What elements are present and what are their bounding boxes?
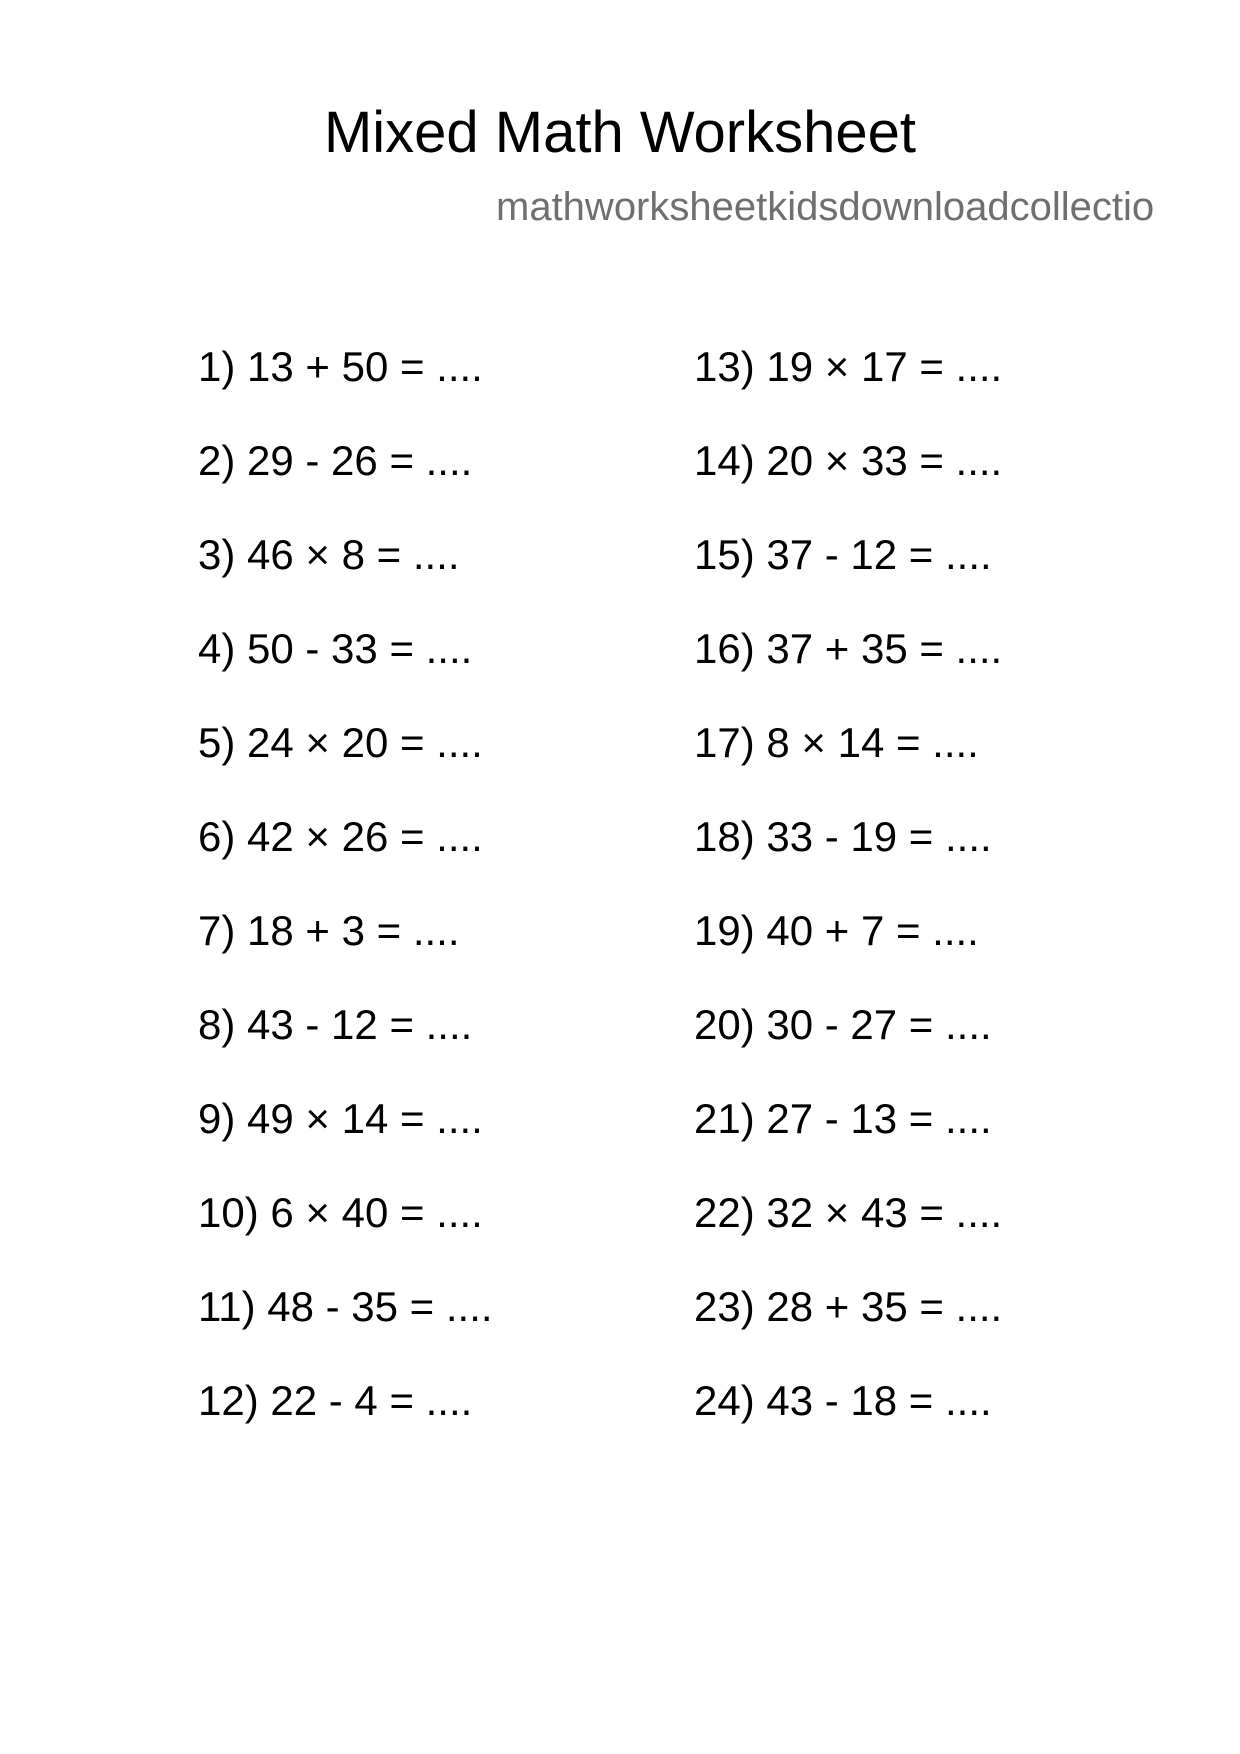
worksheet-source-text: mathworksheetkidsdownloadcollectio (496, 185, 1155, 229)
problem-3: 3) 46 × 8 = .... (198, 531, 460, 578)
problem-12: 12) 22 - 4 = .... (198, 1377, 473, 1424)
problem-22: 22) 32 × 43 = .... (694, 1189, 1003, 1236)
problem-16: 16) 37 + 35 = .... (694, 625, 1003, 672)
problem-14: 14) 20 × 33 = .... (694, 437, 1003, 484)
problem-9: 9) 49 × 14 = .... (198, 1095, 483, 1142)
problem-4: 4) 50 - 33 = .... (198, 625, 473, 672)
problem-6: 6) 42 × 26 = .... (198, 813, 483, 860)
problem-19: 19) 40 + 7 = .... (694, 907, 979, 954)
problem-17: 17) 8 × 14 = .... (694, 719, 979, 766)
problem-list-left (198, 341, 493, 1469)
problem-8: 8) 43 - 12 = .... (198, 1001, 473, 1048)
problem-7: 7) 18 + 3 = .... (198, 907, 460, 954)
problem-1: 1) 13 + 50 = .... (198, 343, 483, 390)
problem-5: 5) 24 × 20 = .... (198, 719, 483, 766)
problem-15: 15) 37 - 12 = .... (694, 531, 992, 578)
problem-2: 2) 29 - 26 = .... (198, 437, 473, 484)
problem-21: 21) 27 - 13 = .... (694, 1095, 992, 1142)
problem-23: 23) 28 + 35 = .... (694, 1283, 1003, 1330)
problem-list-right (694, 341, 1002, 1469)
problem-24: 24) 43 - 18 = .... (694, 1377, 992, 1424)
problem-13: 13) 19 × 17 = .... (694, 343, 1003, 390)
problem-11: 11) 48 - 35 = .... (198, 1283, 493, 1330)
worksheet-title: Mixed Math Worksheet (323, 100, 917, 165)
problem-18: 18) 33 - 19 = .... (694, 813, 992, 860)
problem-20: 20) 30 - 27 = .... (694, 1001, 992, 1048)
problem-10: 10) 6 × 40 = .... (198, 1189, 483, 1236)
